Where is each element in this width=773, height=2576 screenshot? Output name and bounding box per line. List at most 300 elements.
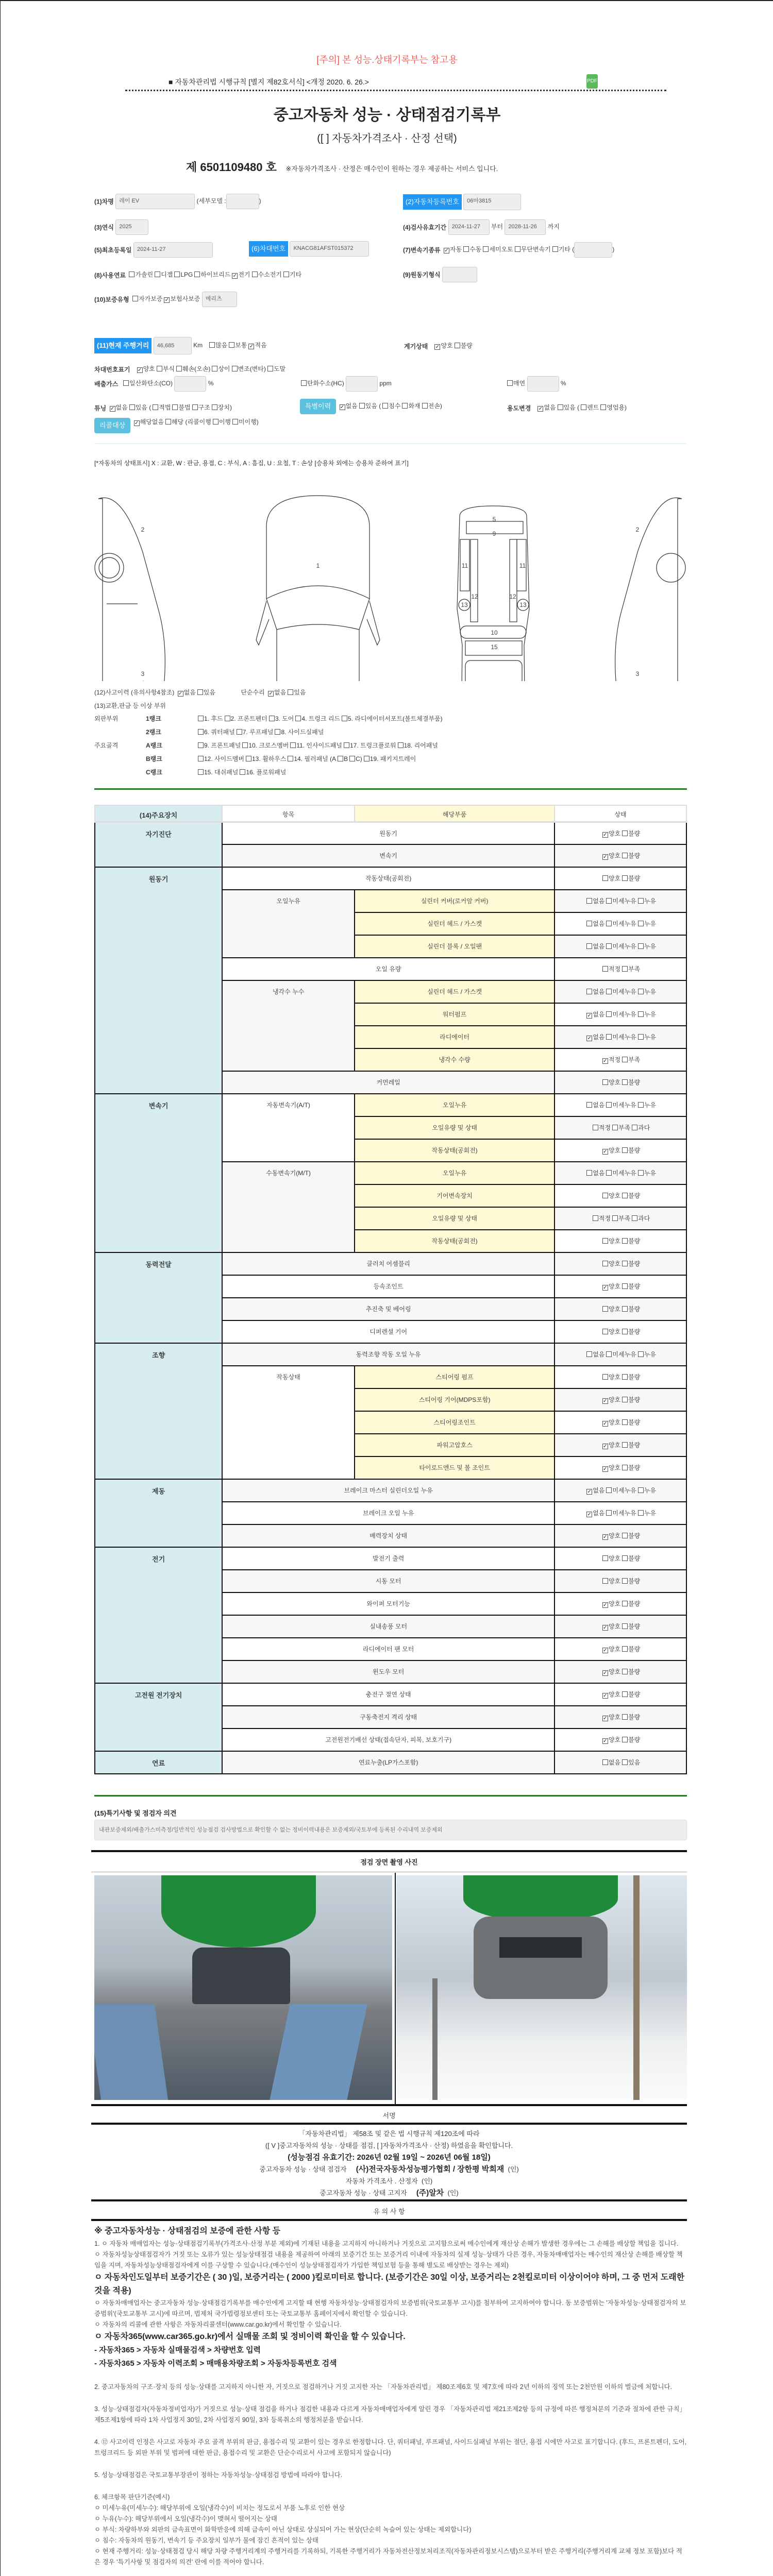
checkbox[interactable] <box>586 898 592 904</box>
checkbox-label: 없음 <box>183 689 196 696</box>
checkbox[interactable] <box>606 1510 612 1516</box>
checkbox[interactable] <box>606 921 612 926</box>
pdf-print-button[interactable]: PDF <box>586 74 598 89</box>
part-label: 실린더 블록 / 오일팬 <box>355 935 554 958</box>
checkbox[interactable] <box>586 943 592 949</box>
header-item: 항목 <box>222 805 355 822</box>
car-left-side-view <box>95 498 165 681</box>
checkbox[interactable] <box>246 756 251 761</box>
checkbox[interactable] <box>558 404 563 410</box>
checkbox[interactable] <box>606 898 612 904</box>
checkbox[interactable] <box>232 366 238 371</box>
field-first-registration <box>94 242 213 258</box>
checkbox[interactable] <box>593 1125 598 1130</box>
checkbox[interactable] <box>359 403 365 409</box>
checkbox[interactable] <box>422 403 428 409</box>
checkbox-label: 불량 <box>628 1260 641 1267</box>
status-cell <box>554 1638 686 1660</box>
checkbox-checked[interactable]: ✓ <box>603 1421 608 1427</box>
car-name-input[interactable]: 레이 EV <box>115 194 195 209</box>
to-word: 까지 <box>547 223 560 231</box>
checkbox[interactable] <box>622 1646 628 1652</box>
status-cell <box>554 1048 686 1071</box>
checkbox-checked[interactable]: ✓ <box>134 420 139 426</box>
field-vin <box>249 241 369 257</box>
accident-label: (12)사고이력 (유의사항4참조) <box>94 689 175 696</box>
first-reg-label: (5)최초등록일 <box>94 246 132 254</box>
checkbox[interactable] <box>606 1102 612 1108</box>
checkbox-label: 양호 <box>608 1464 621 1471</box>
checkbox[interactable] <box>602 1306 608 1312</box>
checkbox[interactable] <box>515 246 520 252</box>
checkbox[interactable] <box>586 1351 592 1357</box>
vin-input[interactable]: KNACG81AFST015372 <box>290 241 369 257</box>
checkbox[interactable] <box>602 875 608 881</box>
checkbox-label: 디젤 <box>161 271 173 278</box>
checkbox[interactable] <box>197 689 203 695</box>
checkbox[interactable] <box>638 1487 644 1493</box>
checkbox-label: 불량 <box>628 852 641 859</box>
checkbox[interactable] <box>602 1261 608 1266</box>
checkbox[interactable] <box>622 1238 628 1244</box>
validity-period: (성능점검 유효기간: 2026년 02월 19일 ~ 2026년 06월 18일) <box>288 2153 491 2162</box>
checkbox[interactable] <box>198 729 204 735</box>
checkbox[interactable] <box>602 1759 608 1765</box>
smoke-unit: % <box>560 380 566 387</box>
checkbox-checked[interactable]: ✓ <box>340 404 345 411</box>
checkbox-checked[interactable]: ✓ <box>603 1149 608 1155</box>
checkbox[interactable] <box>622 875 628 881</box>
checkbox[interactable] <box>622 1533 628 1538</box>
item-label: 구동축전지 격리 상태 <box>222 1706 554 1728</box>
checkbox[interactable] <box>398 742 404 748</box>
checkbox[interactable] <box>638 1011 644 1017</box>
checkbox[interactable] <box>237 729 242 735</box>
status-cell <box>554 1252 686 1275</box>
note-paragraph: 6. 체크항목 판단기준(예시) <box>94 2494 170 2501</box>
checkbox-checked[interactable]: ✓ <box>603 1444 608 1449</box>
diagram-part-number: 5 <box>492 516 496 523</box>
checkbox-checked[interactable]: ✓ <box>603 1693 608 1699</box>
checkbox[interactable] <box>606 1170 612 1176</box>
field-vin-mark <box>94 364 285 374</box>
checkbox[interactable] <box>463 246 469 252</box>
checkbox-checked[interactable]: ✓ <box>603 1058 608 1064</box>
checkbox-label: 불량 <box>628 1328 641 1335</box>
checkbox-label: 양호 <box>608 1283 621 1290</box>
checkbox-label: 양호 <box>608 1532 621 1539</box>
item-label: 윈도우 모터 <box>222 1660 554 1683</box>
engine-type-input[interactable] <box>442 267 477 282</box>
checkbox-label: 양호 <box>608 1623 621 1630</box>
checkbox[interactable] <box>632 1125 637 1130</box>
checkbox-label: 수동 <box>469 246 482 253</box>
checkbox-checked[interactable]: ✓ <box>268 691 273 697</box>
checkbox[interactable] <box>176 366 182 371</box>
checkbox[interactable] <box>632 1215 637 1221</box>
doc-number-line <box>186 159 498 175</box>
checkbox[interactable] <box>622 853 628 858</box>
checkbox-checked[interactable]: ✓ <box>587 1512 592 1517</box>
checkbox-label: 불량 <box>628 1555 641 1562</box>
checkbox-label: 영업용) <box>607 404 627 411</box>
note-paragraph: 2. 중고자동차의 구조·장치 등의 성능·상태를 고지하지 아니한 자, 거짓으로 점검하거나 거짓 고지한 자는 「자동차관리법」 제80조제6호 및 제7호에 따라 2년 이하의 징역 또는 2천만원 이하의 벌금에 처합니다. <box>94 2383 673 2391</box>
checkbox[interactable] <box>622 1079 628 1085</box>
checkbox[interactable] <box>622 1329 628 1334</box>
status-cell <box>554 1275 686 1298</box>
checkbox[interactable] <box>622 1601 628 1606</box>
checkbox-label: 기타 <box>289 271 302 278</box>
checkbox[interactable] <box>586 1170 592 1176</box>
checkbox[interactable] <box>622 831 628 836</box>
checkbox[interactable] <box>349 756 355 761</box>
item-label: 연료누출(LP가스포함) <box>222 1751 554 1774</box>
checkbox-label: 없음 <box>593 1510 605 1517</box>
mileage-input[interactable]: 46,685 <box>154 337 192 354</box>
checkbox-label: 있음 <box>628 1759 641 1766</box>
rank-name: 1랭크 <box>146 715 161 722</box>
checkbox-label: 부족 <box>618 1124 631 1131</box>
smoke-input[interactable] <box>527 376 559 392</box>
checkbox[interactable] <box>213 419 219 425</box>
rank-items <box>196 769 286 776</box>
checkbox-label: 양호 <box>608 1260 621 1267</box>
checkbox[interactable] <box>483 246 489 252</box>
validity-label: (4)검사유효기간 <box>403 224 447 231</box>
status-cell <box>554 1343 686 1366</box>
status-cell <box>554 1524 686 1547</box>
part-label: 스티어링조인트 <box>355 1411 554 1434</box>
doc-number: 제 6501109480 호 <box>186 161 277 174</box>
recall-label: 리콜대상 <box>94 418 130 433</box>
checkbox-label: 양호 <box>143 365 155 372</box>
checkbox[interactable] <box>638 1170 644 1176</box>
checkbox[interactable] <box>638 989 644 994</box>
doc-note: ※자동차가격조사 · 산정은 매수인이 원하는 경우 제공하는 서비스 입니다. <box>285 165 498 173</box>
checkbox[interactable] <box>622 1578 628 1584</box>
checkbox-label: 미세누유 <box>612 1101 636 1109</box>
checkbox-label: 양호 <box>608 1147 621 1154</box>
vin-mark-label: 차대번호표기 <box>94 366 130 374</box>
checkbox[interactable] <box>382 403 388 409</box>
item-label: 브레이크 오일 누유 <box>222 1502 554 1524</box>
checkbox[interactable] <box>622 1306 628 1312</box>
checkbox-label: 가솔린 <box>135 271 154 278</box>
checkbox[interactable] <box>593 1215 598 1221</box>
checkbox[interactable] <box>581 404 586 410</box>
checkbox-label: 없음 <box>593 1101 605 1109</box>
rank-group: 외판부위 <box>94 715 119 722</box>
rank-row <box>94 754 416 763</box>
checkbox[interactable] <box>622 1283 628 1289</box>
checkbox[interactable] <box>283 272 289 277</box>
special-history-label: 특별이력 <box>300 399 336 414</box>
checkbox[interactable] <box>622 966 628 972</box>
checkbox[interactable] <box>622 1057 628 1062</box>
remarks-textarea[interactable]: 내관보증제외/배출가스미측정/일반적인 성능점검 검사방법으로 확인할 수 없는 정비이력내용은 보증제외/국토부에 등록된 수리내역 보증제외 <box>94 1820 687 1840</box>
item-label: 수동변속기(M/T) <box>222 1162 355 1252</box>
checkbox-checked[interactable]: ✓ <box>603 1534 608 1540</box>
validity-to-input[interactable]: 2028-11-26 <box>505 219 546 235</box>
section-label: 변속기 <box>95 1094 222 1252</box>
validity-from-input[interactable]: 2024-11-27 <box>448 219 490 235</box>
checkbox-label: 불량 <box>628 1147 641 1154</box>
first-reg-input[interactable]: 2024-11-27 <box>133 242 213 258</box>
page-title: 중고자동차 성능 · 상태점검기록부 <box>273 107 501 124</box>
checkbox[interactable] <box>209 342 215 348</box>
checkbox-label: 상이 <box>218 365 230 372</box>
checkbox-label: 17. 트렁크플로워 <box>349 742 396 749</box>
notes-body <box>94 2226 687 2568</box>
table-row <box>95 822 686 844</box>
checkbox-checked[interactable]: ✓ <box>603 1602 608 1608</box>
remarks-label: (15)특기사항 및 점검자 의견 <box>94 1809 177 1817</box>
checkbox[interactable] <box>288 689 293 695</box>
checkbox[interactable] <box>622 1147 628 1153</box>
checkbox-checked[interactable]: ✓ <box>178 691 183 697</box>
submodel-input[interactable] <box>226 194 259 209</box>
checkbox[interactable] <box>240 769 245 775</box>
checkbox-label: 적음 <box>255 342 267 349</box>
checkbox[interactable] <box>622 1442 628 1448</box>
checkbox[interactable] <box>622 1623 628 1629</box>
checkbox[interactable] <box>364 756 369 761</box>
warranty-company-input[interactable]: 메리츠 <box>202 292 237 307</box>
checkbox-checked[interactable]: ✓ <box>603 1738 608 1744</box>
checkbox[interactable] <box>402 403 408 409</box>
checkbox[interactable] <box>638 1351 644 1357</box>
checkbox[interactable] <box>622 1737 628 1742</box>
checkbox[interactable] <box>129 404 135 410</box>
checkbox-checked[interactable]: ✓ <box>538 406 543 412</box>
checkbox[interactable] <box>155 272 160 277</box>
checkbox-label: 양호 <box>608 1374 621 1381</box>
checkbox[interactable] <box>600 404 606 410</box>
checkbox[interactable] <box>602 966 608 972</box>
checkbox-checked[interactable]: ✓ <box>164 297 170 303</box>
checkbox[interactable] <box>606 1487 612 1493</box>
checkbox[interactable] <box>622 1419 628 1425</box>
status-cell <box>554 1298 686 1320</box>
rank-name: B랭크 <box>146 755 162 762</box>
checkbox[interactable] <box>344 742 349 748</box>
main-devices-table <box>94 805 687 1774</box>
checkbox[interactable] <box>174 272 180 277</box>
checkbox[interactable] <box>638 1034 644 1040</box>
checkbox[interactable] <box>622 1193 628 1198</box>
checkbox[interactable] <box>586 921 592 926</box>
checkbox-checked[interactable]: ✓ <box>603 1398 608 1404</box>
accident-history <box>94 688 306 697</box>
checkbox[interactable] <box>252 272 258 277</box>
checkbox-label: 미세누유 <box>612 1170 636 1177</box>
checkbox[interactable] <box>129 272 135 277</box>
checkbox[interactable] <box>622 1261 628 1266</box>
checkbox[interactable] <box>342 716 347 721</box>
usage-change-label: 용도변경 <box>507 404 531 412</box>
checkbox[interactable] <box>606 1351 612 1357</box>
hc-input[interactable] <box>346 376 378 392</box>
checkbox-checked[interactable]: ✓ <box>603 1285 608 1291</box>
checkbox[interactable] <box>602 1329 608 1334</box>
checkbox[interactable] <box>602 1555 608 1561</box>
checkbox-checked[interactable]: ✓ <box>232 273 238 279</box>
year-input[interactable]: 2025 <box>115 219 148 235</box>
checkbox-checked[interactable]: ✓ <box>444 248 449 254</box>
checkbox-checked[interactable]: ✓ <box>587 1013 592 1019</box>
checkbox[interactable] <box>622 1759 628 1765</box>
checkbox-checked[interactable]: ✓ <box>603 832 608 838</box>
table-row <box>95 1547 686 1570</box>
checkbox[interactable] <box>172 404 178 410</box>
checkbox-checked[interactable]: ✓ <box>603 1716 608 1721</box>
checkbox-label: 적정 <box>608 965 621 973</box>
checkbox-checked[interactable]: ✓ <box>603 1648 608 1653</box>
status-cell <box>554 1116 686 1139</box>
checkbox[interactable] <box>638 1510 644 1516</box>
checkbox[interactable] <box>212 366 217 371</box>
status-cell <box>554 890 686 912</box>
checkbox[interactable] <box>602 1193 608 1198</box>
diagram-part-number: 13 <box>461 601 468 608</box>
co-input[interactable] <box>174 376 206 392</box>
checkbox[interactable] <box>622 1397 628 1402</box>
checkbox-checked[interactable]: ✓ <box>587 1036 592 1041</box>
checkbox[interactable] <box>242 742 248 748</box>
rank-items <box>196 715 443 722</box>
checkbox-checked[interactable]: ✓ <box>435 344 440 350</box>
checkbox-label: 변조(변타) <box>238 365 266 372</box>
special-history-options <box>338 402 442 410</box>
car-right-side-view <box>615 498 685 681</box>
checkbox[interactable] <box>212 404 217 410</box>
checkbox-label: 탄화수소(HC) <box>307 380 344 387</box>
checkbox-checked[interactable]: ✓ <box>137 367 142 373</box>
checkbox[interactable] <box>606 989 612 994</box>
section-label: 전기 <box>95 1547 222 1683</box>
rule <box>91 2104 687 2106</box>
checkbox[interactable] <box>507 380 513 386</box>
checkbox[interactable] <box>225 716 230 721</box>
checkbox[interactable] <box>612 1215 618 1221</box>
checkbox[interactable] <box>622 1669 628 1674</box>
checkbox-label: 전손) <box>428 402 442 410</box>
usage-change-options <box>536 404 627 411</box>
checkbox-checked[interactable]: ✓ <box>603 854 608 860</box>
checkbox[interactable] <box>602 1079 608 1085</box>
checkbox[interactable] <box>301 380 307 386</box>
checkbox[interactable] <box>194 272 200 277</box>
checkbox[interactable] <box>165 419 171 425</box>
checkbox-label: 누유 <box>644 920 656 927</box>
checkbox[interactable] <box>132 296 138 301</box>
checkbox[interactable] <box>622 1374 628 1380</box>
checkbox-label: 불량 <box>628 1736 641 1743</box>
checkbox[interactable] <box>290 742 296 748</box>
checkbox[interactable] <box>638 1102 644 1108</box>
diagram-part-number: 10 <box>491 629 498 636</box>
checkbox[interactable] <box>198 756 204 761</box>
checkbox[interactable] <box>602 1374 608 1380</box>
checkbox[interactable] <box>275 729 280 735</box>
checkbox-label: 양호 <box>608 1714 621 1721</box>
checkbox-label: 부식 <box>162 365 175 372</box>
checkbox[interactable] <box>552 246 558 252</box>
checkbox[interactable] <box>638 943 644 949</box>
checkbox[interactable] <box>338 756 343 761</box>
checkbox[interactable] <box>602 1578 608 1584</box>
checkbox[interactable] <box>198 769 204 775</box>
checkbox-checked[interactable]: ✓ <box>110 406 115 412</box>
checkbox-label: 적법 <box>159 404 171 411</box>
checkbox[interactable] <box>622 1555 628 1561</box>
checkbox-label: 12. 사이드멤버 <box>204 755 244 762</box>
checkbox-label: 양호 <box>608 1600 621 1607</box>
photos-title: 점검 장면 촬영 사진 <box>360 1858 418 1866</box>
checkbox-checked[interactable]: ✓ <box>249 344 254 350</box>
item-label: 클러치 어셈블리 <box>222 1252 554 1275</box>
checkbox[interactable] <box>612 1125 618 1130</box>
checkbox-label: 렌트 <box>587 404 599 411</box>
checkbox[interactable] <box>269 716 275 721</box>
checkbox-label: 누유 <box>644 1510 656 1517</box>
checkbox[interactable] <box>123 380 129 386</box>
checkbox[interactable] <box>455 343 460 348</box>
checkbox-checked[interactable]: ✓ <box>603 1625 608 1631</box>
checkbox[interactable] <box>602 1238 608 1244</box>
checkbox[interactable] <box>192 404 198 410</box>
checkbox[interactable] <box>157 366 162 371</box>
checkbox[interactable] <box>606 1011 612 1017</box>
checkbox[interactable] <box>288 756 293 761</box>
checkbox[interactable] <box>638 898 644 904</box>
transmission-other-input[interactable] <box>574 242 612 258</box>
checkbox[interactable] <box>606 1034 612 1040</box>
checkbox[interactable] <box>153 404 158 410</box>
checkbox[interactable] <box>606 943 612 949</box>
checkbox[interactable] <box>622 1714 628 1720</box>
checkbox[interactable] <box>198 716 204 721</box>
checkbox[interactable] <box>267 366 273 371</box>
diagram-part-number: 1 <box>316 562 320 569</box>
simple-repair-label: 단순수리 <box>241 689 265 696</box>
checkbox[interactable] <box>586 1102 592 1108</box>
item-label: 변속기 <box>222 844 554 867</box>
registration-input[interactable]: 06마3815 <box>463 194 521 210</box>
field-transmission: (7)변속기종류 ✓ 자동 수동 세미오토 무단변속기 기타 ( ) <box>403 242 614 258</box>
checkbox[interactable] <box>198 742 204 748</box>
table-row <box>95 1479 686 1502</box>
checkbox[interactable] <box>295 716 301 721</box>
checkbox-label: 없음 <box>593 988 605 995</box>
checkbox-checked[interactable]: ✓ <box>587 1489 592 1495</box>
rank-row <box>94 727 324 736</box>
rule <box>91 1850 687 1852</box>
checkbox[interactable] <box>586 989 592 994</box>
notifier-line <box>91 2187 687 2199</box>
checkbox[interactable] <box>622 1465 628 1470</box>
checkbox-label: 적정 <box>598 1124 611 1131</box>
checkbox[interactable] <box>229 342 234 348</box>
fuel-options <box>127 271 301 278</box>
checkbox-label: 불량 <box>628 1600 641 1607</box>
checkbox-checked[interactable]: ✓ <box>603 1670 608 1676</box>
checkbox[interactable] <box>622 1691 628 1697</box>
checkbox-label: 미세누유 <box>612 897 636 905</box>
checkbox[interactable] <box>232 419 238 425</box>
checkbox[interactable] <box>638 921 644 926</box>
checkbox-checked[interactable]: ✓ <box>603 1466 608 1472</box>
